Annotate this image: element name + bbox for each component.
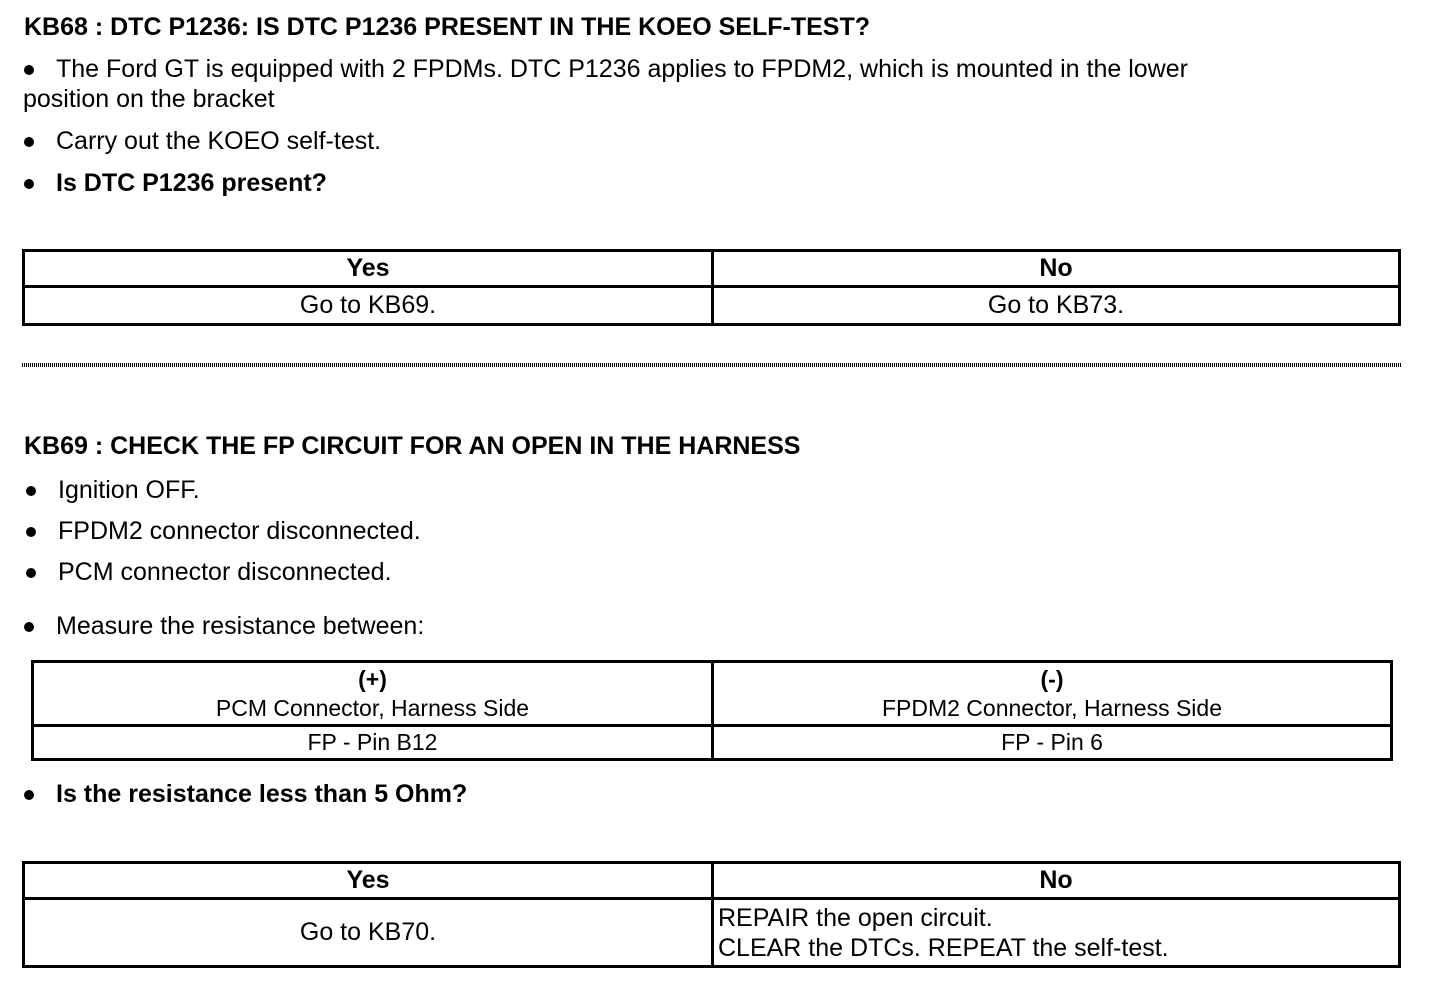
kb69-yes-value: Go to KB70. <box>24 899 713 967</box>
kb69-no-line-repair: REPAIR the open circuit. <box>718 903 993 932</box>
kb69-bullet-pcm-connector-text: PCM connector disconnected. <box>58 558 392 586</box>
pos-connector-label: PCM Connector, Harness Side <box>215 694 530 721</box>
kb69-bullet-ignition-text: Ignition OFF. <box>58 476 200 504</box>
kb69-no-value <box>713 899 1400 967</box>
kb69-bullet-pcm-connector <box>0 557 1440 587</box>
bullet-dot-icon <box>24 622 34 632</box>
section-divider <box>22 363 1401 367</box>
pos-pin-value: FP - Pin B12 <box>33 726 713 760</box>
bullet-dot-icon <box>24 65 34 75</box>
bullet-dot-icon <box>24 137 34 147</box>
neg-connector-label: FPDM2 Connector, Harness Side <box>881 694 1223 721</box>
kb69-no-line-clear: CLEAR the DTCs. REPEAT the self-test. <box>718 933 1169 962</box>
kb69-decision-table <box>22 861 1401 968</box>
kb68-bullet-self-test-text: Carry out the KOEO self-test. <box>56 127 382 155</box>
pos-sign: (+) <box>358 665 387 692</box>
bullet-dot-icon <box>26 527 36 537</box>
kb69-question-text: Is the resistance less than 5 Ohm? <box>56 780 468 808</box>
kb68-bullet-fpdm-info <box>0 54 1440 116</box>
bullet-dot-icon <box>24 179 34 189</box>
kb69-yes-header: Yes <box>24 863 713 899</box>
kb68-bullet-self-test <box>0 126 1440 156</box>
kb68-yes-header: Yes <box>24 251 713 287</box>
kb69-bullet-measure <box>0 611 1440 641</box>
neg-terminal-header <box>713 662 1392 726</box>
pos-terminal-header <box>33 662 713 726</box>
kb68-bullet-question <box>0 168 1440 198</box>
kb68-no-value: Go to KB73. <box>713 287 1400 325</box>
kb69-bullet-ignition <box>0 475 1440 505</box>
kb68-no-header: No <box>713 251 1400 287</box>
kb68-heading: KB68 : DTC P1236: IS DTC P1236 PRESENT IN THE KOEO SELF-TEST? <box>24 13 871 41</box>
kb68-bullet-fpdm-info-line1: The Ford GT is equipped with 2 FPDMs. DTC P1236 applies to FPDM2, which is mounted in the lower <box>56 55 1188 83</box>
measurement-table <box>31 660 1393 761</box>
kb68-bullet-fpdm-info-line2: position on the bracket <box>23 85 275 113</box>
kb69-bullet-fpdm2-connector <box>0 516 1440 546</box>
neg-pin-value: FP - Pin 6 <box>713 726 1392 760</box>
bullet-dot-icon <box>26 486 36 496</box>
bullet-dot-icon <box>26 568 36 578</box>
kb69-heading: KB69 : CHECK THE FP CIRCUIT FOR AN OPEN IN THE HARNESS <box>24 432 801 460</box>
kb69-bullet-fpdm2-connector-text: FPDM2 connector disconnected. <box>58 517 421 545</box>
kb69-no-header: No <box>713 863 1400 899</box>
kb68-decision-table <box>22 249 1401 326</box>
kb68-question-text: Is DTC P1236 present? <box>56 169 327 197</box>
neg-sign: (-) <box>1040 665 1064 692</box>
kb68-yes-value: Go to KB69. <box>24 287 713 325</box>
kb69-bullet-question <box>0 779 1440 809</box>
bullet-dot-icon <box>24 790 34 800</box>
kb69-bullet-measure-text: Measure the resistance between: <box>56 612 425 640</box>
